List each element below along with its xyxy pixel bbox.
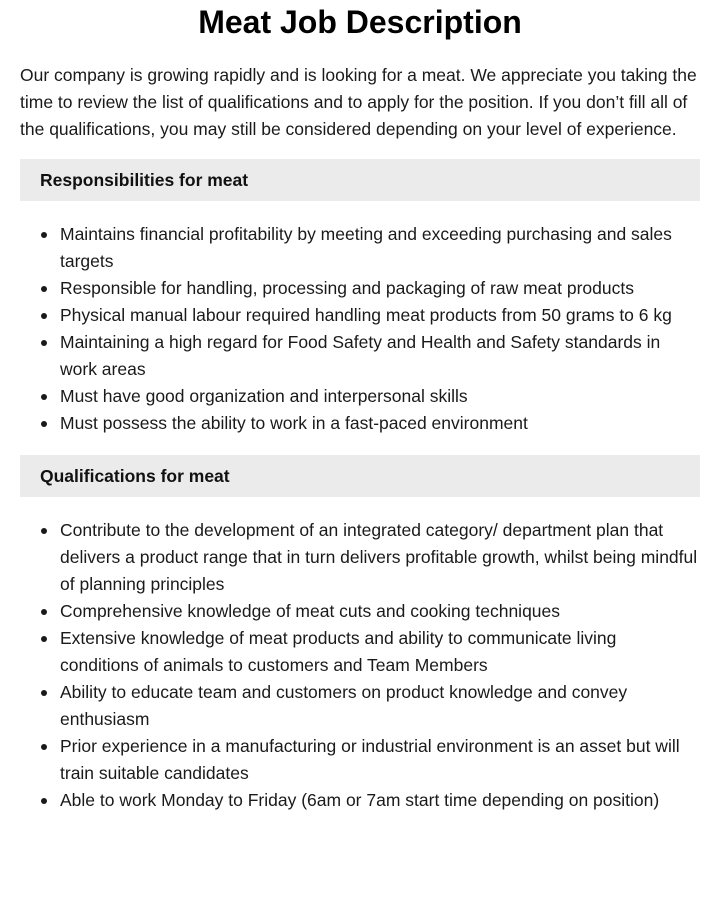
list-item: Maintains financial profitability by meeting and exceeding purchasing and sales targets xyxy=(60,221,700,275)
responsibilities-heading: Responsibilities for meat xyxy=(20,159,700,201)
list-item: Ability to educate team and customers on product knowledge and convey enthusiasm xyxy=(60,679,700,733)
page-title: Meat Job Description xyxy=(198,4,522,40)
intro-paragraph: Our company is growing rapidly and is looking for a meat. We appreciate you taking the time to review the list of qualifications and to apply for the position. If you don’t fill all of the qualifications, you may still be considered depending on your level of experience. xyxy=(20,65,697,139)
list-item: Extensive knowledge of meat products and ability to communicate living conditions of animals to customers and Team Members xyxy=(60,625,700,679)
qualifications-section xyxy=(20,455,700,814)
responsibilities-list xyxy=(20,221,700,437)
list-item: Physical manual labour required handling meat products from 50 grams to 6 kg xyxy=(60,302,700,329)
qualifications-list xyxy=(20,517,700,814)
list-item: Must have good organization and interpersonal skills xyxy=(60,383,700,410)
list-item: Comprehensive knowledge of meat cuts and cooking techniques xyxy=(60,598,700,625)
list-item: Contribute to the development of an integrated category/ department plan that delivers a product range that in turn delivers profitable growth, whilst being mindful of planning principles xyxy=(60,517,700,598)
list-item: Maintaining a high regard for Food Safety and Health and Safety standards in work areas xyxy=(60,329,700,383)
list-item: Responsible for handling, processing and packaging of raw meat products xyxy=(60,275,700,302)
qualifications-heading: Qualifications for meat xyxy=(20,455,700,497)
list-item: Must possess the ability to work in a fast-paced environment xyxy=(60,410,700,437)
list-item: Prior experience in a manufacturing or industrial environment is an asset but will train suitable candidates xyxy=(60,733,700,787)
list-item: Able to work Monday to Friday (6am or 7am start time depending on position) xyxy=(60,787,700,814)
responsibilities-section xyxy=(20,159,700,437)
